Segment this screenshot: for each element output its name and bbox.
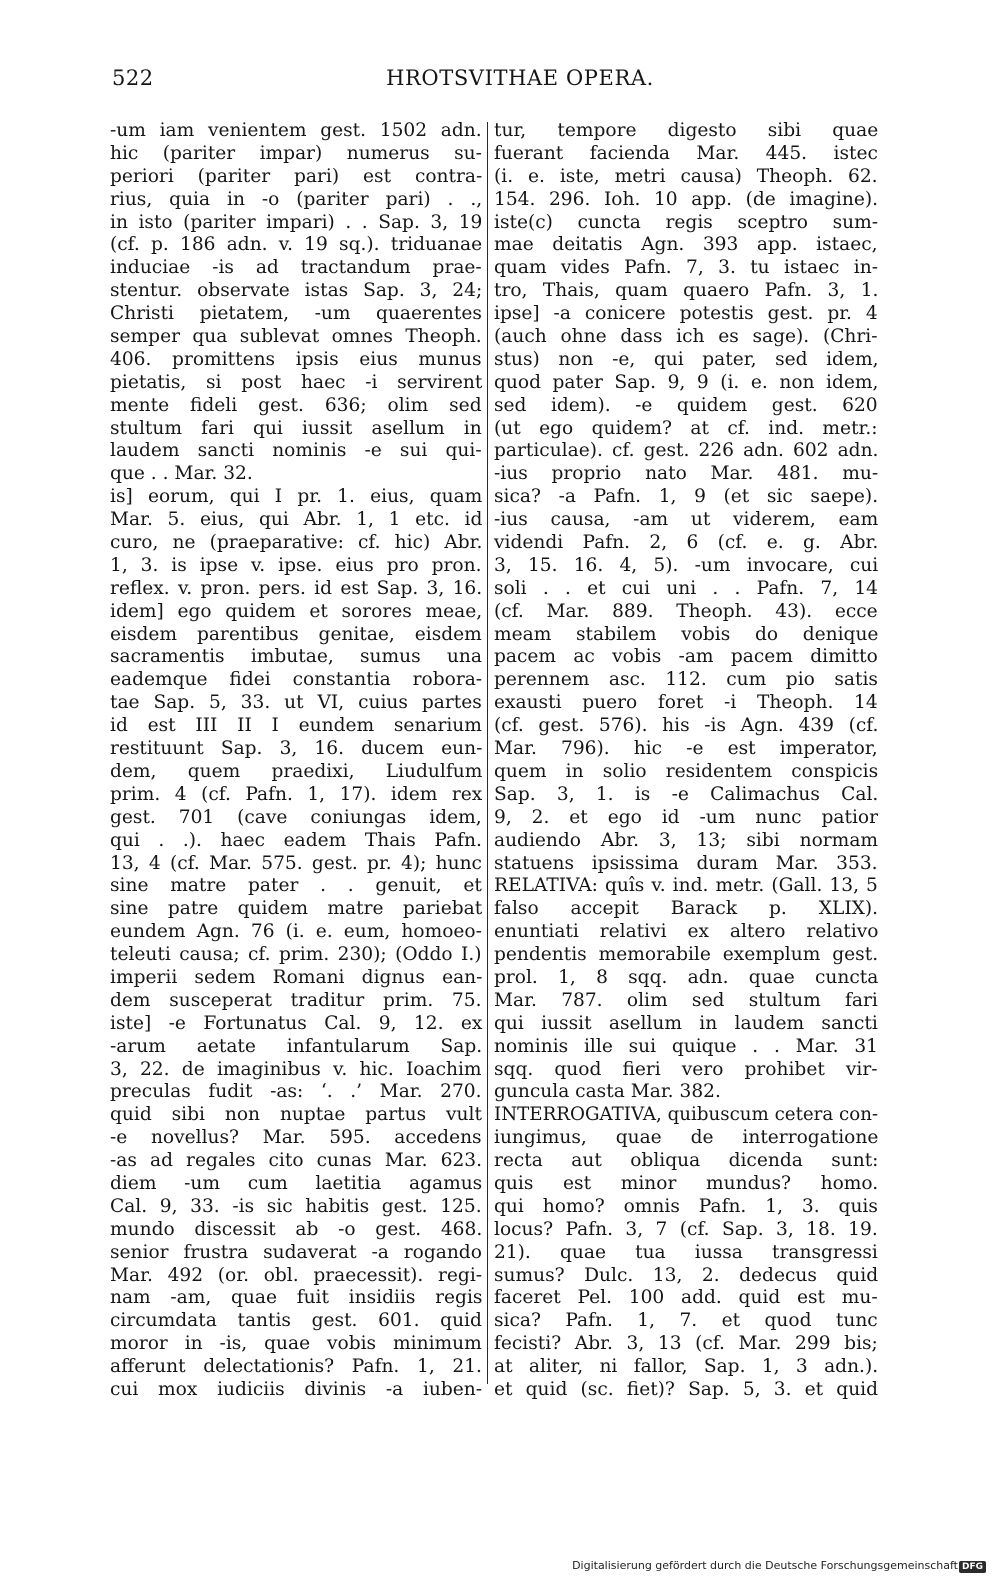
text-line: fecisti? Abr. 3, 13 (cf. Mar. 299 bis; xyxy=(494,1333,878,1355)
text-line: eademque fidei constantia robora- xyxy=(110,669,483,691)
text-line: 21). quae tua iussa transgressi xyxy=(494,1241,878,1263)
text-line: nominis ille sui quique . . Mar. 31 xyxy=(494,1035,878,1057)
text-line: iungimus, quae de interrogatione xyxy=(494,1127,879,1149)
text-line: prim. 4 (cf. Pafn. 1, 17). idem rex xyxy=(110,783,483,805)
text-line: hic (pariter impar) numerus su- xyxy=(110,142,482,164)
text-line: (cf. Mar. 889. Theoph. 43). ecce xyxy=(494,600,878,622)
text-line: 1, 3. is ipse v. ipse. eius pro pron. xyxy=(110,554,482,576)
text-line: ipse] -a conicere potestis gest. pr. 4 xyxy=(494,303,878,325)
text-line: circumdata tantis gest. 601. quid xyxy=(110,1310,482,1332)
text-line: particulae). cf. gest. 226 adn. 602 adn. xyxy=(494,440,879,462)
text-line: pacem ac vobis -am pacem dimitto xyxy=(494,646,878,668)
text-line: RELATIVA: quîs v. ind. metr. (Gall. 13, 5 xyxy=(494,875,878,897)
text-line: (auch ohne dass ich es sage). (Chri- xyxy=(494,326,878,348)
text-line: eisdem parentibus genitae, eisdem xyxy=(110,623,482,645)
text-line: exausti puero foret -i Theoph. 14 xyxy=(494,692,878,714)
text-line: locus? Pafn. 3, 7 (cf. Sap. 3, 18. 19. xyxy=(494,1218,878,1240)
text-line: -arum aetate infantularum Sap. xyxy=(110,1035,483,1057)
text-line: rius, quia in -o (pariter pari) . ., xyxy=(110,188,483,210)
text-line: quid sibi non nuptae partus vult xyxy=(110,1104,482,1126)
text-line: dem, quem praedixi, Liudulfum xyxy=(110,760,483,782)
right-column xyxy=(494,120,878,1402)
text-line: sica? -a Pafn. 1, 9 (et sic saepe). xyxy=(494,486,879,508)
text-line: mae deitatis Agn. 393 app. istaec, xyxy=(494,234,878,256)
text-line: in isto (pariter impari) . . Sap. 3, 19 xyxy=(110,211,483,233)
text-line: que . . Mar. 32. xyxy=(110,463,253,485)
text-line: quam vides Pafn. 7, 3. tu istaec in- xyxy=(494,257,879,279)
text-line: Sap. 3, 1. is -e Calimachus Cal. xyxy=(494,783,879,805)
text-line: (cf. gest. 576). his -is Agn. 439 (cf. xyxy=(494,715,879,737)
text-line: semper qua sublevat omnes Theoph. xyxy=(110,326,482,348)
text-line: 9, 2. et ego id -um nunc patior xyxy=(494,806,878,828)
text-line: -ius causa, -am ut viderem, eam xyxy=(494,509,879,531)
text-line: iste] -e Fortunatus Cal. 9, 12. ex xyxy=(110,1012,483,1034)
text-line: at aliter, ni fallor, Sap. 1, 3 adn.). xyxy=(494,1356,879,1378)
text-line: 13, 4 (cf. Mar. 575. gest. pr. 4); hunc xyxy=(110,852,482,874)
page-number: 522 xyxy=(112,66,154,90)
text-line: nam -am, quae fuit insidiis regis xyxy=(110,1287,483,1309)
text-line: id est III II I eundem senarium xyxy=(110,715,482,737)
text-line: restituunt Sap. 3, 16. ducem eun- xyxy=(110,738,483,760)
text-line: sacramentis imbutae, sumus una xyxy=(110,646,482,668)
text-line: mundo discessit ab -o gest. 468. xyxy=(110,1218,483,1240)
text-line: recta aut obliqua dicenda sunt: xyxy=(494,1150,879,1172)
text-line: quis est minor mundus? homo. xyxy=(494,1172,879,1194)
text-line: tur, tempore digesto sibi quae xyxy=(494,120,879,141)
text-line: is] eorum, qui I pr. 1. eius, quam xyxy=(110,486,483,508)
text-line: soli . . et cui uni . . Pafn. 7, 14 xyxy=(494,577,879,599)
text-line: sine matre pater . . genuit, et xyxy=(110,875,482,897)
text-line: falso accepit Barack p. XLIX). xyxy=(494,898,879,920)
text-line: sica? Pafn. 1, 7. et quod tunc xyxy=(494,1310,878,1332)
text-line: enuntiati relativi ex altero relativo xyxy=(494,921,879,943)
text-line: iste(c) cuncta regis sceptro sum- xyxy=(494,211,878,233)
column-divider xyxy=(487,122,488,1384)
text-line: cui mox iudiciis divinis -a iuben- xyxy=(110,1378,483,1400)
text-line: (ut ego quidem? at cf. ind. metr.: xyxy=(494,417,878,439)
text-line: Mar. 492 (or. obl. praecessit). regi- xyxy=(110,1264,483,1286)
running-title: HROTSVITHAE OPERA. xyxy=(386,66,654,90)
text-line: afferunt delectationis? Pafn. 1, 21. xyxy=(110,1356,482,1378)
text-line: INTERROGATIVA, quibuscum cetera con- xyxy=(494,1104,879,1126)
text-line: qui homo? omnis Pafn. 1, 3. quis xyxy=(494,1195,878,1217)
text-line: sed idem). -e quidem gest. 620 xyxy=(494,394,878,416)
text-line: pendentis memorabile exemplum gest. xyxy=(494,944,879,966)
text-line: stultum fari qui iussit asellum in xyxy=(110,417,482,439)
text-line: laudem sancti nominis -e sui qui- xyxy=(110,440,482,462)
text-line: -um iam venientem gest. 1502 adn. xyxy=(110,120,482,141)
text-line: dem susceperat traditur prim. 75. xyxy=(110,989,482,1011)
text-line: guncula casta Mar. 382. xyxy=(494,1081,721,1103)
text-line: induciae -is ad tractandum prae- xyxy=(110,257,482,279)
text-line: -as ad regales cito cunas Mar. 623. xyxy=(110,1150,483,1172)
text-line: Mar. 5. eius, qui Abr. 1, 1 etc. id xyxy=(110,509,483,531)
text-line: 406. promittens ipsis eius munus xyxy=(110,348,482,370)
text-line: imperii sedem Romani dignus ean- xyxy=(110,966,483,988)
text-line: statuens ipsissima duram Mar. 353. xyxy=(494,852,878,874)
text-line: eundem Agn. 76 (i. e. eum, homoeo- xyxy=(110,921,482,943)
text-line: perennem asc. 112. cum pio satis xyxy=(494,669,878,691)
text-line: mente fideli gest. 636; olim sed xyxy=(110,394,482,416)
text-line: Mar. 787. olim sed stultum fari xyxy=(494,989,878,1011)
text-line: 3, 15. 16. 4, 5). -um invocare, cui xyxy=(494,554,879,576)
text-line: et quid (sc. fiet)? Sap. 5, 3. et quid xyxy=(494,1378,879,1400)
dfg-logo: DFG xyxy=(959,1561,986,1573)
text-line: -ius proprio nato Mar. 481. mu- xyxy=(494,463,879,485)
text-line: -e novellus? Mar. 595. accedens xyxy=(110,1127,482,1149)
text-line: stus) non -e, qui pater, sed idem, xyxy=(494,348,879,370)
text-line: prol. 1, 8 sqq. adn. quae cuncta xyxy=(494,966,879,988)
text-line: sumus? Dulc. 13, 2. dedecus quid xyxy=(494,1264,879,1286)
text-line: periori (pariter pari) est contra- xyxy=(110,165,483,187)
text-line: 154. 296. Ioh. 10 app. (de imagine). xyxy=(494,188,878,210)
text-line: senior frustra sudaverat -a rogando xyxy=(110,1241,482,1263)
text-line: meam stabilem vobis do denique xyxy=(494,623,879,645)
text-line: reflex. v. pron. pers. id est Sap. 3, 16. xyxy=(110,577,483,599)
text-line: 3, 22. de imaginibus v. hic. Ioachim xyxy=(110,1058,482,1080)
left-column xyxy=(110,120,482,1402)
text-line: moror in -is, quae vobis minimum xyxy=(110,1333,482,1355)
text-line: gest. 701 (cave coniungas idem, xyxy=(110,806,482,828)
text-line: pietatis, si post haec -i servirent xyxy=(110,371,483,393)
text-line: Christi pietatem, -um quaerentes xyxy=(110,303,482,325)
text-line: tro, Thais, quam quaero Pafn. 3, 1. xyxy=(494,280,879,302)
text-line: qui . .). haec eadem Thais Pafn. xyxy=(110,829,482,851)
text-line: preculas fudit -as: ‘. .’ Mar. 270. xyxy=(110,1081,482,1103)
text-line: Cal. 9, 33. -is sic habitis gest. 125. xyxy=(110,1195,482,1217)
text-line: teleuti causa; cf. prim. 230); (Oddo I.) xyxy=(110,944,482,966)
text-line: quod pater Sap. 9, 9 (i. e. non idem, xyxy=(494,371,879,393)
text-line: stentur. observate istas Sap. 3, 24; xyxy=(110,280,483,302)
text-line: sine patre quidem matre pariebat xyxy=(110,898,483,920)
text-line: quem in solio residentem conspicis xyxy=(494,760,879,782)
text-line: faceret Pel. 100 add. quid est mu- xyxy=(494,1287,878,1309)
text-line: (i. e. iste, metri causa) Theoph. 62. xyxy=(494,165,878,187)
text-line: idem] ego quidem et sorores meae, xyxy=(110,600,483,622)
text-line: (cf. p. 186 adn. v. 19 sq.). triduanae xyxy=(110,234,483,256)
text-line: qui iussit asellum in laudem sancti xyxy=(494,1012,878,1034)
text-line: diem -um cum laetitia agamus xyxy=(110,1172,483,1194)
text-line: sqq. quod fieri vero prohibet vir- xyxy=(494,1058,878,1080)
text-line: fuerant facienda Mar. 445. istec xyxy=(494,142,878,164)
digitization-credit: Digitalisierung gefördert durch die Deutsche Forschungsgemeinschaft xyxy=(572,1559,958,1572)
text-line: audiendo Abr. 3, 13; sibi normam xyxy=(494,829,879,851)
text-line: tae Sap. 5, 33. ut VI, cuius partes xyxy=(110,692,482,714)
text-line: curo, ne (praeparative: cf. hic) Abr. xyxy=(110,532,483,554)
text-line: Mar. 796). hic -e est imperator, xyxy=(494,738,878,760)
text-line: videndi Pafn. 2, 6 (cf. e. g. Abr. xyxy=(494,532,879,554)
